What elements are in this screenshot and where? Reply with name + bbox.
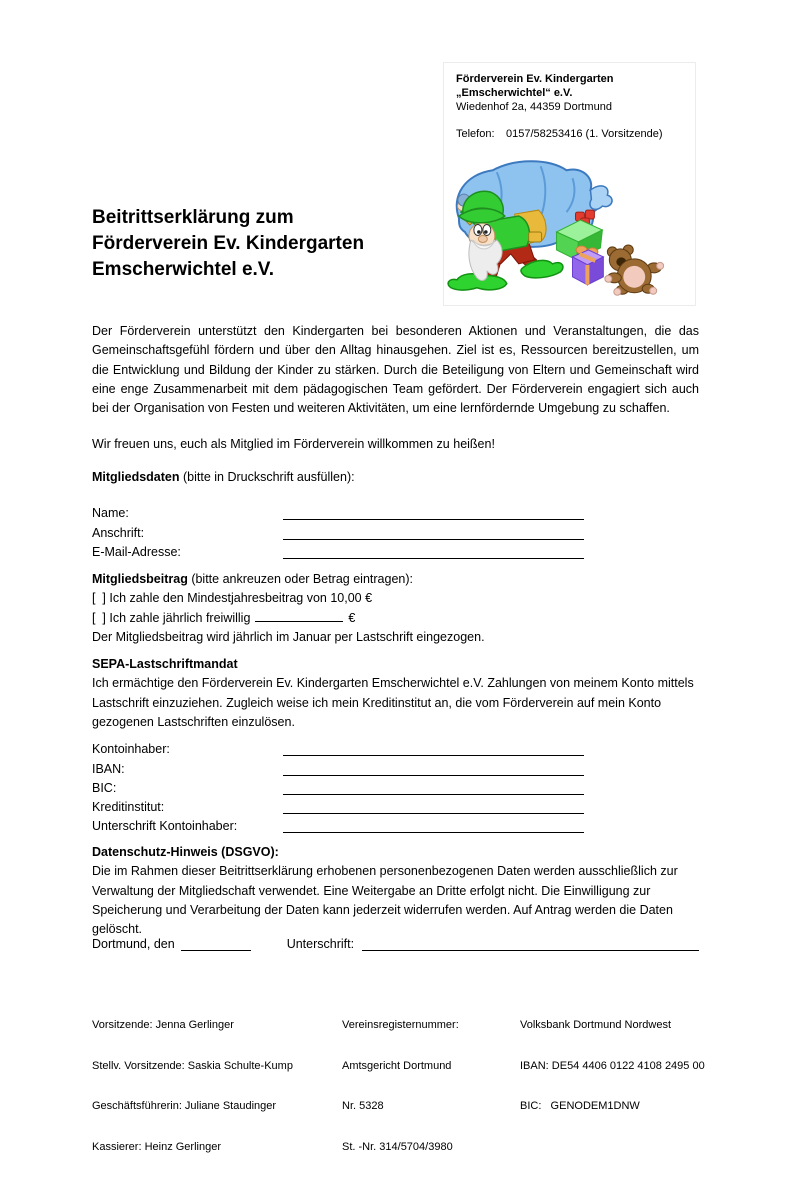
voluntary-amount-blank[interactable] — [255, 609, 343, 622]
place-date-label: Dortmund, den — [92, 937, 175, 951]
footer-line: Amtsgericht Dortmund — [342, 1059, 452, 1072]
form-row-email — [92, 540, 699, 559]
signature-line[interactable] — [362, 936, 699, 951]
sepa-fields — [92, 737, 699, 833]
member-data-heading-bold: Mitgliedsdaten — [92, 470, 180, 484]
intro-paragraph: Der Förderverein unterstützt den Kindergarten bei besonderen Aktionen und Veranstaltungen, die das Gemeinschaftsgefühl fördern und über den Alltag hinausgehen. Ziel ist es, Ressourcen bereitzustellen, um die Entwicklung und Bildung der Kinder zu stärken. Durch die Beteiligung von Eltern und Gemeinschaft wird eine enge Zusammenarbeit mit dem pädagogischen Team gefördert. Der Förderverein engagiert sich auch bei der Organisation von Festen und weiteren Aktivitäten, um eine lernfördernde Umgebung zu schaffen. — [92, 324, 699, 416]
sepa-text: Ich ermächtige den Förderverein Ev. Kindergarten Emscherwichtel e.V. Zahlungen von meinem Konto mittels Lastschrift einzuziehen. Zugleich weise ich mein Kreditinstitut an, die vom Förderverein auf mein Konto gezogenen Lastschriften einzulösen. — [92, 676, 694, 729]
footer-line: Nr. 5328 — [342, 1100, 384, 1112]
footer-line: BIC: GENODEM1DNW — [520, 1100, 640, 1112]
title-line-2: Förderverein Ev. Kindergarten — [92, 233, 365, 254]
name-field-label: Name: — [92, 506, 129, 521]
anschrift-field-label: Anschrift: — [92, 525, 145, 540]
anschrift-field-line[interactable] — [283, 525, 584, 540]
kontoinhaber-field-label: Kontoinhaber: — [92, 742, 170, 757]
sepa-heading: SEPA-Lastschriftmandat — [92, 657, 238, 671]
iban-field-label: IBAN: — [92, 761, 125, 776]
privacy-text: Die im Rahmen dieser Beitrittserklärung erhobenen personenbezogenen Daten werden ausschließlich zur Verwaltung der Mitgliedschaft verwendet. Eine Weitergabe an Dritte erfolgt nicht. Die Einwilligung zur Speicherung und Verarbeitung der Daten kann jederzeit widerrufen werden. Auf Antrag werden die Daten gelöscht. — [92, 864, 678, 937]
email-field-label: E-Mail-Adresse: — [92, 544, 181, 559]
footer-line: IBAN: DE54 4406 0122 4108 2495 00 — [520, 1059, 705, 1072]
signature-row — [92, 936, 699, 951]
footer-line: Vereinsregisternummer: — [342, 1019, 459, 1031]
date-blank-line[interactable] — [181, 938, 251, 951]
footer-line: Geschäftsführerin: Juliane Staudinger — [92, 1100, 277, 1112]
title-line-1: Beitrittserklärung zum — [92, 207, 294, 228]
name-field-line[interactable] — [283, 505, 584, 520]
fee-note: Der Mitgliedsbeitrag wird jährlich im Januar per Lastschrift eingezogen. — [92, 629, 485, 644]
checkbox-minimum-fee[interactable]: [ ] — [92, 591, 110, 606]
unterschrift-kontoinhaber-field-label: Unterschrift Kontoinhaber: — [92, 819, 238, 834]
kreditinstitut-field-line[interactable] — [283, 799, 584, 814]
form-row-anschrift — [92, 520, 699, 539]
footer-line: Kassierer: Heinz Gerlinger — [92, 1140, 221, 1153]
form-row-bic — [92, 776, 699, 795]
fee-option-voluntary-currency: € — [348, 610, 356, 625]
footer-register-column — [342, 992, 520, 1181]
letterhead-phone-row — [456, 127, 687, 141]
privacy-heading: Datenschutz-Hinweis (DSGVO): — [92, 845, 279, 859]
fee-heading-bold: Mitgliedsbeitrag — [92, 572, 188, 586]
title-line-3: Emscherwichtel e.V. — [92, 259, 275, 280]
gift-box-purple — [572, 246, 603, 285]
fee-option-minimum-label: Ich zahle den Mindestjahresbeitrag von 10,00 € — [109, 591, 373, 606]
fee-section — [92, 570, 699, 647]
letterhead-org-line1: Förderverein Ev. Kindergarten — [456, 73, 614, 85]
email-field-line[interactable] — [283, 544, 584, 559]
bic-field-label: BIC: — [92, 780, 117, 795]
fee-heading-suffix: (bitte ankreuzen oder Betrag eintragen): — [187, 572, 413, 586]
sepa-section — [92, 655, 699, 732]
kreditinstitut-field-label: Kreditinstitut: — [92, 800, 165, 815]
form-row-iban — [92, 756, 699, 775]
footer-line: St. -Nr. 314/5704/3980 — [342, 1140, 453, 1153]
bic-field-line[interactable] — [283, 780, 584, 795]
fee-option-minimum — [92, 589, 699, 608]
form-row-kontoinhaber — [92, 737, 699, 756]
signature-label: Unterschrift: — [286, 937, 355, 951]
kontoinhaber-field-line[interactable] — [283, 741, 584, 756]
fee-option-voluntary-label: Ich zahle jährlich freiwillig — [109, 610, 251, 625]
gnome-with-gift-sack-illustration — [445, 155, 695, 305]
teddy-bear — [605, 245, 664, 295]
footer-line: Stellv. Vorsitzende: Saskia Schulte-Kump — [92, 1059, 293, 1072]
letterhead-box — [443, 62, 696, 306]
member-data-heading — [92, 470, 699, 484]
fee-option-voluntary — [92, 609, 699, 628]
letterhead-address: Wiedenhof 2a, 44359 Dortmund — [456, 101, 612, 113]
footer-line: Volksbank Dortmund Nordwest — [520, 1019, 672, 1031]
checkbox-voluntary-fee[interactable]: [ ] — [92, 610, 110, 625]
iban-field-line[interactable] — [283, 761, 584, 776]
form-row-name — [92, 501, 699, 520]
page-title — [92, 205, 364, 283]
footer-line: Vorsitzende: Jenna Gerlinger — [92, 1019, 234, 1031]
footer-bank-column — [520, 992, 736, 1181]
privacy-section — [92, 843, 699, 939]
footer — [92, 992, 736, 1181]
welcome-line: Wir freuen uns, euch als Mitglied im Förderverein willkommen zu heißen! — [92, 437, 495, 451]
fee-heading — [92, 570, 699, 589]
member-data-heading-suffix: (bitte in Druckschrift ausfüllen): — [179, 470, 355, 484]
member-data-fields — [92, 501, 699, 559]
footer-officers-column — [92, 992, 342, 1181]
phone-label: Telefon: — [456, 128, 495, 140]
letterhead-org-line2: „Emscherwichtel“ e.V. — [456, 87, 573, 99]
form-row-kreditinstitut — [92, 795, 699, 814]
form-row-unterschrift-kontoinhaber — [92, 814, 699, 833]
phone-value: 0157/58253416 (1. Vorsitzende) — [506, 128, 663, 140]
unterschrift-kontoinhaber-field-line[interactable] — [283, 818, 584, 833]
